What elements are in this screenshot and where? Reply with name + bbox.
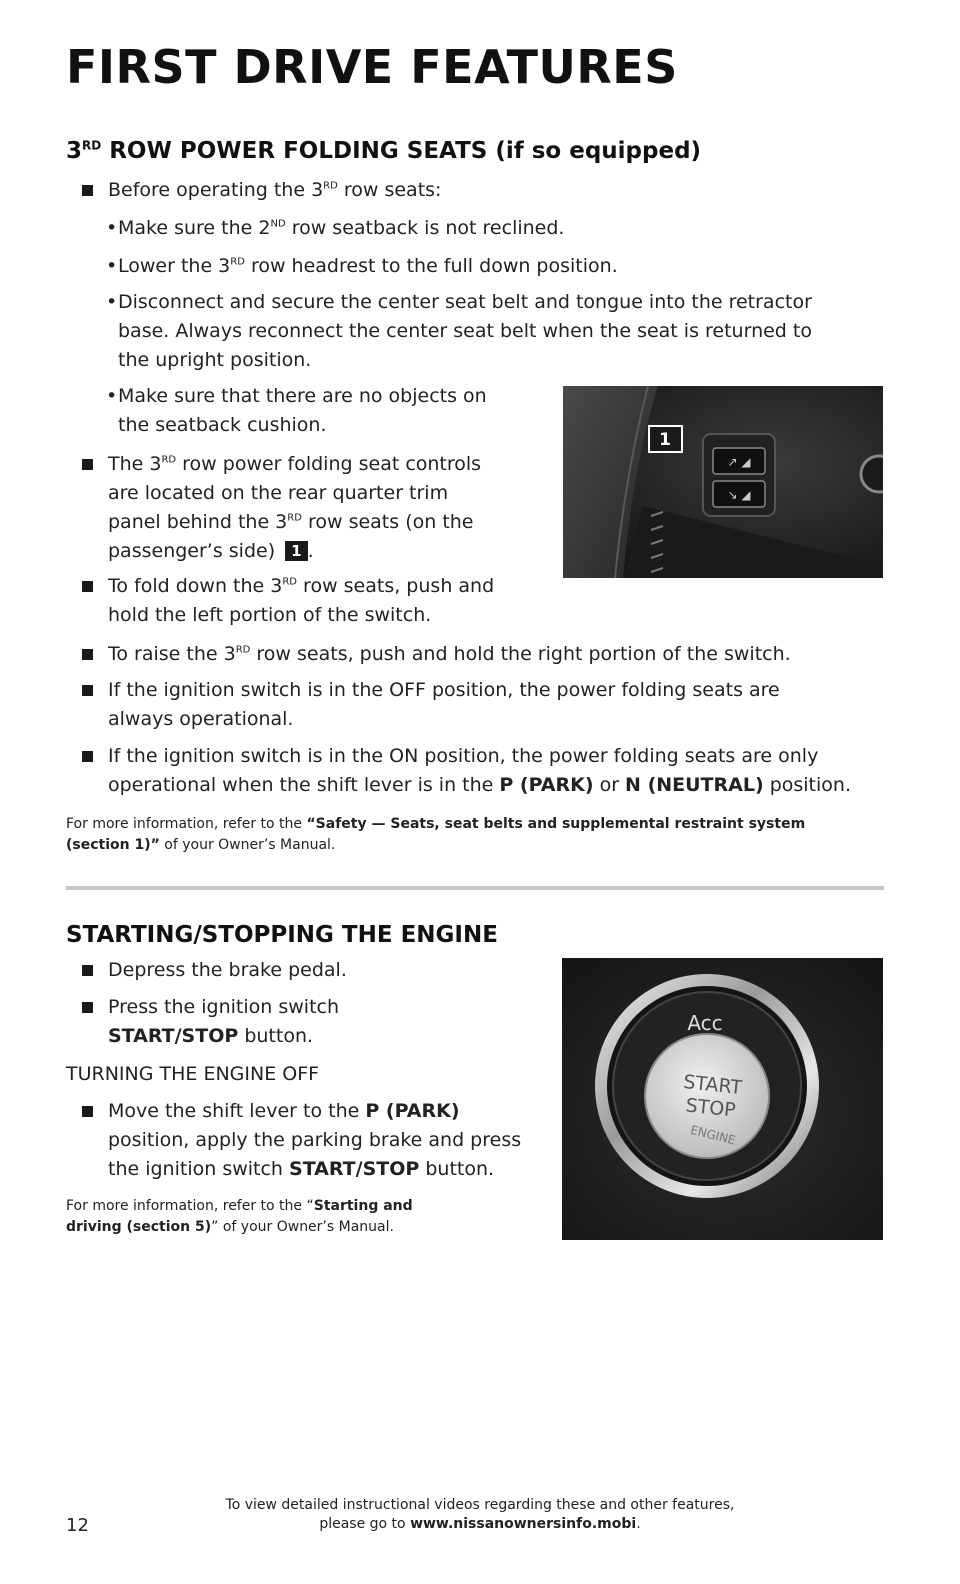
start-stop-button-illustration	[562, 958, 883, 1240]
seat-controls-illustration	[563, 386, 883, 578]
engine-label: ENGINE	[688, 1122, 737, 1148]
bullet-controls-location: The 3RD row power folding seat controls are located on the rear quarter trim panel behind the 3RD row seats (on the passenger’s side) 1 .	[108, 450, 481, 566]
bullet-on-position: If the ignition switch is in the ON position, the power folding seats are only operational when the shift lever is in the P (PARK) or N (NEUTRAL) position.	[108, 742, 851, 800]
acc-label: Acc	[687, 1011, 723, 1035]
seats-reference-note: For more information, refer to the “Safety — Seats, seat belts and supplemental restraint system (section 1)” of your Owner’s Manual.	[66, 816, 806, 853]
sub-bullet-seat-belt: • Disconnect and secure the center seat belt and tongue into the retractor base. Always reconnect the center seat belt when the seat is returned to the upright position.	[106, 291, 812, 371]
seat-controls-photo	[563, 386, 883, 578]
heading-text: ROW POWER FOLDING SEATS (if so equipped)	[101, 138, 702, 164]
bullet-shift-to-park: Move the shift lever to the P (PARK) position, apply the parking brake and press the ignition switch START/STOP button.	[108, 1097, 521, 1184]
svg-text:↗ ◢: ↗ ◢	[727, 455, 751, 469]
bullet-off-position: If the ignition switch is in the OFF position, the power folding seats are always operational.	[108, 676, 780, 734]
section-heading-power-folding-seats	[66, 138, 701, 164]
footer-note: To view detailed instructional videos regarding these and other features, please go to www.nissanownersinfo.mobi.	[225, 1497, 735, 1532]
ignition-button-photo	[562, 958, 883, 1240]
svg-text:↘ ◢: ↘ ◢	[727, 488, 751, 502]
footer-url: www.nissanownersinfo.mobi	[410, 1516, 637, 1532]
heading-superscript: RD	[82, 138, 102, 153]
section-divider	[66, 886, 884, 890]
sub-bullet-no-objects: • Make sure that there are no objects on the seatback cushion.	[106, 385, 487, 436]
bullet-raise: To raise the 3RD row seats, push and hold the right portion of the switch.	[108, 640, 791, 669]
turning-engine-off-subhead: TURNING THE ENGINE OFF	[66, 1063, 320, 1085]
photo-callout-1: 1	[659, 430, 671, 450]
stop-label: STOP	[684, 1094, 737, 1122]
bullet-brake-pedal: Depress the brake pedal.	[108, 956, 347, 985]
page-title: FIRST DRIVE FEATURES	[66, 40, 678, 94]
bullet-fold-down: To fold down the 3RD row seats, push and hold the left portion of the switch.	[108, 572, 494, 630]
callout-badge: 1	[285, 541, 307, 561]
sub-bullet-second-row: • Make sure the 2ND row seatback is not reclined.	[106, 217, 565, 239]
section-heading-starting-stopping: STARTING/STOPPING THE ENGINE	[66, 922, 498, 948]
engine-reference-note: For more information, refer to the “Starting and driving (section 5)” of your Owner’s Manual.	[66, 1198, 413, 1235]
heading-number: 3	[66, 138, 83, 164]
start-label: START	[682, 1071, 743, 1100]
bullet-before-operating: Before operating the 3RD row seats:	[108, 176, 441, 205]
sub-bullet-headrest: • Lower the 3RD row headrest to the full down position.	[106, 255, 618, 277]
page-number: 12	[66, 1515, 89, 1536]
bullet-press-ignition: Press the ignition switch START/STOP button.	[108, 993, 339, 1051]
